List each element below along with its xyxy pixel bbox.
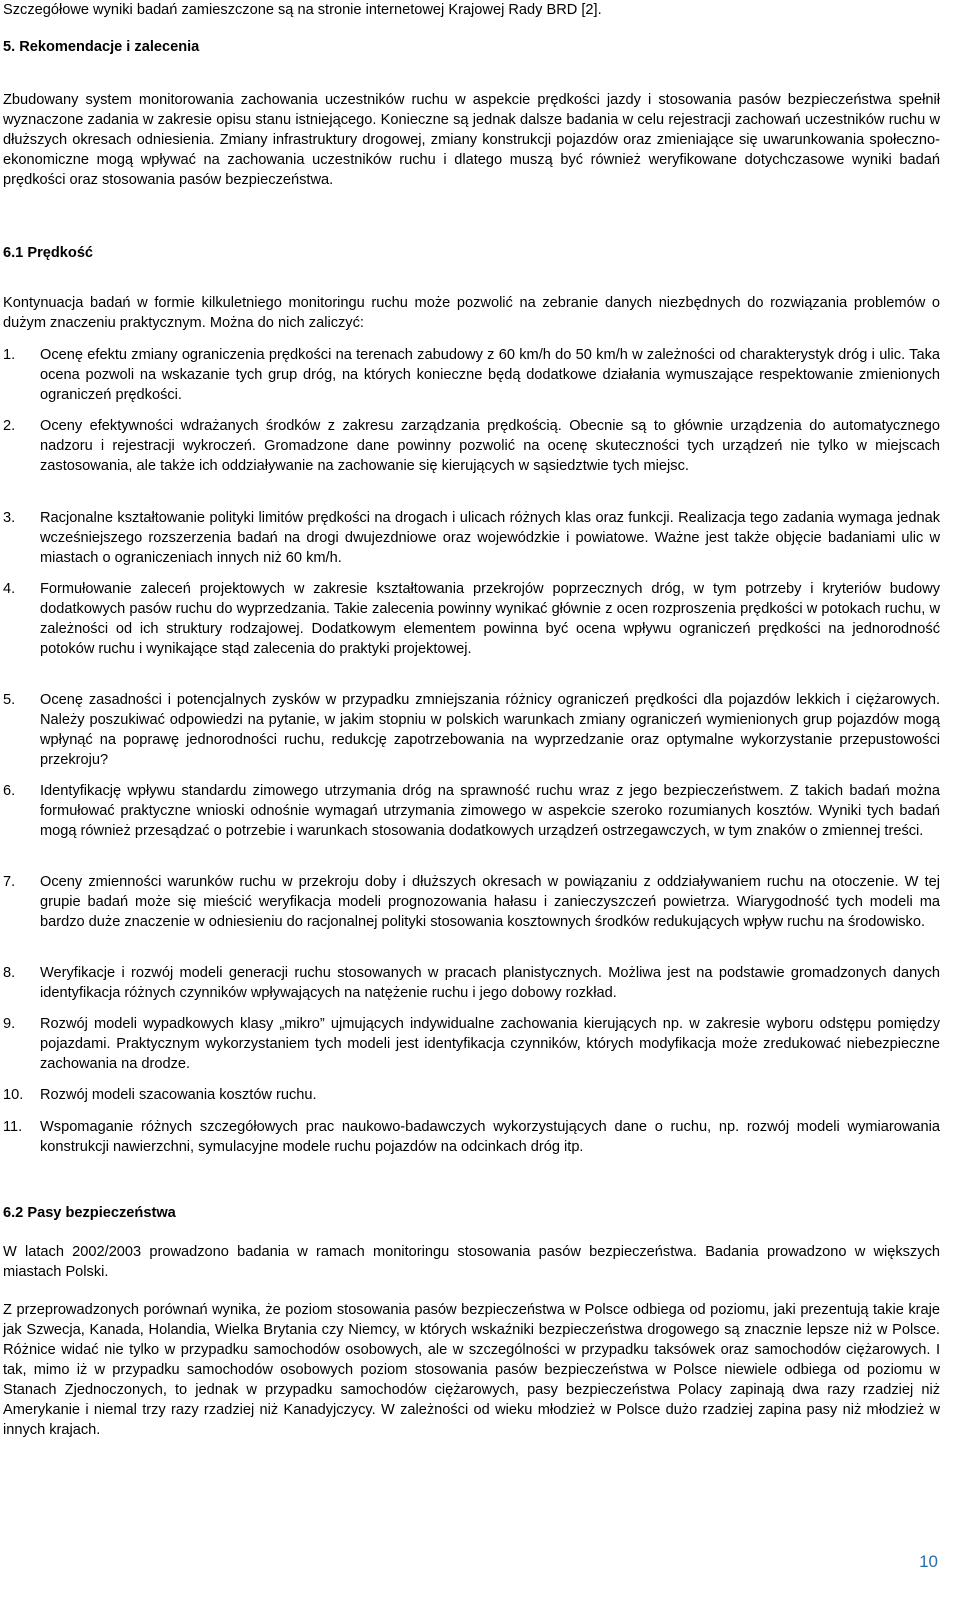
- list-item: [3, 416, 940, 476]
- page-number: 10: [919, 1552, 938, 1571]
- list-item-number: 3.: [3, 510, 16, 526]
- list-item-text: Formułowanie zaleceń projektowych w zakresie kształtowania przekrojów poprzecznych dróg, w tym potrzeby i kryteriów budowy dodatkowych pasów ruchu do wyprzedzania. Takie zalecenia powinny wynikać głównie z ocen rozproszenia prędkości w potokach ruchu, w zależności od ich struktury rodzajowej. Dodatkowym elementem powinna być ocena wpływu ograniczeń prędkości na jednorodność potoków ruchu i wynikające stąd zalecenia do praktyki projektowej.: [40, 581, 940, 657]
- list-item: [3, 1014, 940, 1074]
- list-item-number: 1.: [3, 347, 16, 363]
- intro-line: Szczegółowe wyniki badań zamieszczone są na stronie internetowej Krajowej Rady BRD [2].: [3, 2, 602, 18]
- list-item-text: Ocenę efektu zmiany ograniczenia prędkości na terenach zabudowy z 60 km/h do 50 km/h w zależności od charakterystyk dróg i ulic. Taka ocena pozwoli na wskazanie tych grup dróg, na których konieczne będą dodatkowe działania wymuszające respektowanie zmienionych ograniczeń prędkości.: [40, 347, 940, 403]
- list-item-text: Rozwój modeli szacowania kosztów ruchu.: [40, 1087, 317, 1103]
- list-item: [3, 579, 940, 659]
- list-item-text: Identyfikację wpływu standardu zimowego utrzymania dróg na sprawność ruchu wraz z jego bezpieczeństwem. Z takich badań można formułować praktyczne wnioski odnośnie wymagań utrzymania zimowego w aspekcie szeroko rozumianych kosztów. Wyniki tych badań mogą również przesądzać o potrzebie i warunkach stosowania dodatkowych urządzeń ostrzegawczych, w tym znaków o zmiennej treści.: [40, 783, 940, 839]
- list-item-number: 4.: [3, 581, 16, 597]
- list-item-number: 7.: [3, 874, 16, 890]
- section-6-2-heading: 6.2 Pasy bezpieczeństwa: [3, 1205, 176, 1221]
- list-item-text: Oceny zmienności warunków ruchu w przekroju doby i dłuższych okresach w powiązaniu z oddziaływaniem ruchu na otoczenie. W tej grupie badań może się mieścić weryfikacja modeli prognozowania hałasu i zanieczyszczeń powietrza. Wiarygodność tych modeli ma bardzo duże znaczenie w odniesieniu do racjonalnej polityki stosowania kosztownych środków redukujących wpływ ruchu na środowisko.: [40, 874, 940, 930]
- list-item: [3, 963, 940, 1003]
- list-item-text: Wspomaganie różnych szczegółowych prac naukowo-badawczych wykorzystujących dane o ruchu, np. rozwój modeli wymiarowania konstrukcji nawierzchni, symulacyjne modele ruchu pojazdów na odcinkach dróg itp.: [40, 1119, 940, 1155]
- list-item-number: 11.: [3, 1119, 23, 1135]
- list-item: [3, 781, 940, 841]
- list-item: [3, 872, 940, 932]
- list-item: [3, 690, 940, 770]
- list-item-text: Ocenę zasadności i potencjalnych zysków w przypadku zmniejszania różnicy ograniczeń prędkości dla pojazdów lekkich i ciężarowych. Należy poszukiwać odpowiedzi na pytanie, w jakim stopniu w polskich warunkach zmiany ograniczeń wymienionych grup pojazdów mogą wpłynąć na poprawę jednorodności ruchu, redukcję zapotrzebowania na wyprzedzanie oraz optymalne wykorzystanie przepustowości przekroju?: [40, 692, 940, 768]
- section-5-heading: 5. Rekomendacje i zalecenia: [3, 39, 200, 55]
- list-item-number: 6.: [3, 783, 16, 799]
- list-item-number: 9.: [3, 1016, 16, 1032]
- section-6-2-paragraph-1: W latach 2002/2003 prowadzono badania w ramach monitoringu stosowania pasów bezpieczeństwa. Badania prowadzono w większych miastach Polski.: [3, 1244, 940, 1280]
- list-item-text: Weryfikacje i rozwój modeli generacji ruchu stosowanych w pracach planistycznych. Możliwa jest na podstawie gromadzonych danych identyfikacja różnych czynników wpływających na natężenie ruchu i jego dobowy rozkład.: [40, 965, 940, 1001]
- section-5-paragraph: Zbudowany system monitorowania zachowania uczestników ruchu w aspekcie prędkości jazdy i stosowania pasów bezpieczeństwa spełnił wyznaczone zadania w zakresie opisu stanu istniejącego. Konieczne są jednak dalsze badania w celu rejestracji zachowań uczestników ruchu w dłuższych okresach odniesienia. Zmiany infrastruktury drogowej, zmiany konstrukcji pojazdów oraz zmieniające się uwarunkowania społeczno-ekonomiczne mogą wpływać na zachowania uczestników ruchu i dlatego muszą być również weryfikowane dotychczasowe wyniki badań prędkości oraz stosowania pasów bezpieczeństwa.: [3, 92, 940, 188]
- list-item-number: 5.: [3, 692, 16, 708]
- list-item: [3, 345, 940, 405]
- section-6-2-paragraph-2: Z przeprowadzonych porównań wynika, że poziom stosowania pasów bezpieczeństwa w Polsce odbiega od poziomu, jaki prezentują takie kraje jak Szwecja, Kanada, Holandia, Wielka Brytania czy Niemcy, w których wskaźniki bezpieczeństwa drogowego są znacznie lepsze niż w Polsce. Różnice widać nie tylko w przypadku samochodów osobowych, ale w szczególności w przypadku taksówek oraz samochodów ciężarowych. I tak, mimo iż w przypadku samochodów osobowych poziom stosowania pasów bezpieczeństwa w Polsce niewiele odbiega od poziomu w Stanach Zjednoczonych, to jednak w przypadku samochodów ciężarowych, pasy bezpieczeństwa Polacy zapinają dwa razy rzadziej niż Amerykanie i niemal trzy razy rzadziej niż Kanadyjczycy. W zależności od wieku młodzież w Polsce dużo rzadziej zapina pasy niż młodzież w innych krajach.: [3, 1302, 940, 1438]
- list-item: [3, 1085, 940, 1105]
- list-item: [3, 1117, 940, 1157]
- list-item-number: 2.: [3, 418, 16, 434]
- list-item-number: 10.: [3, 1087, 24, 1103]
- list-item: [3, 508, 940, 568]
- list-item-text: Oceny efektywności wdrażanych środków z zakresu zarządzania prędkością. Obecnie są to głównie urządzenia do automatycznego nadzoru i rejestracji wykroczeń. Gromadzone dane powinny pozwolić na ocenę skuteczności tych urządzeń nie tylko w miejscach zastosowania, ale także ich oddziaływanie na zachowanie się kierujących w sąsiedztwie tych miejsc.: [40, 418, 940, 474]
- section-6-1-intro: Kontynuacja badań w formie kilkuletniego monitoringu ruchu może pozwolić na zebranie danych niezbędnych do rozwiązania problemów o dużym znaczeniu praktycznym. Można do nich zaliczyć:: [3, 295, 940, 331]
- list-item-number: 8.: [3, 965, 16, 981]
- list-item-text: Rozwój modeli wypadkowych klasy „mikro” ujmujących indywidualne zachowania kierujących np. w zakresie wyboru odstępu pomiędzy pojazdami. Praktycznym wykorzystaniem tych modeli jest identyfikacja czynników, których modyfikacja może zredukować niebezpieczne zachowania na drodze.: [40, 1016, 940, 1072]
- section-6-1-heading: 6.1 Prędkość: [3, 245, 94, 261]
- list-item-text: Racjonalne kształtowanie polityki limitów prędkości na drogach i ulicach różnych klas oraz funkcji. Realizacja tego zadania wymaga jednak wcześniejszego rozszerzenia badań na drogi dwujezdniowe oraz wojewódzkie i powiatowe. Ważne jest także objęcie badaniami ulic w miastach o ograniczeniach innych niż 60 km/h.: [40, 510, 940, 566]
